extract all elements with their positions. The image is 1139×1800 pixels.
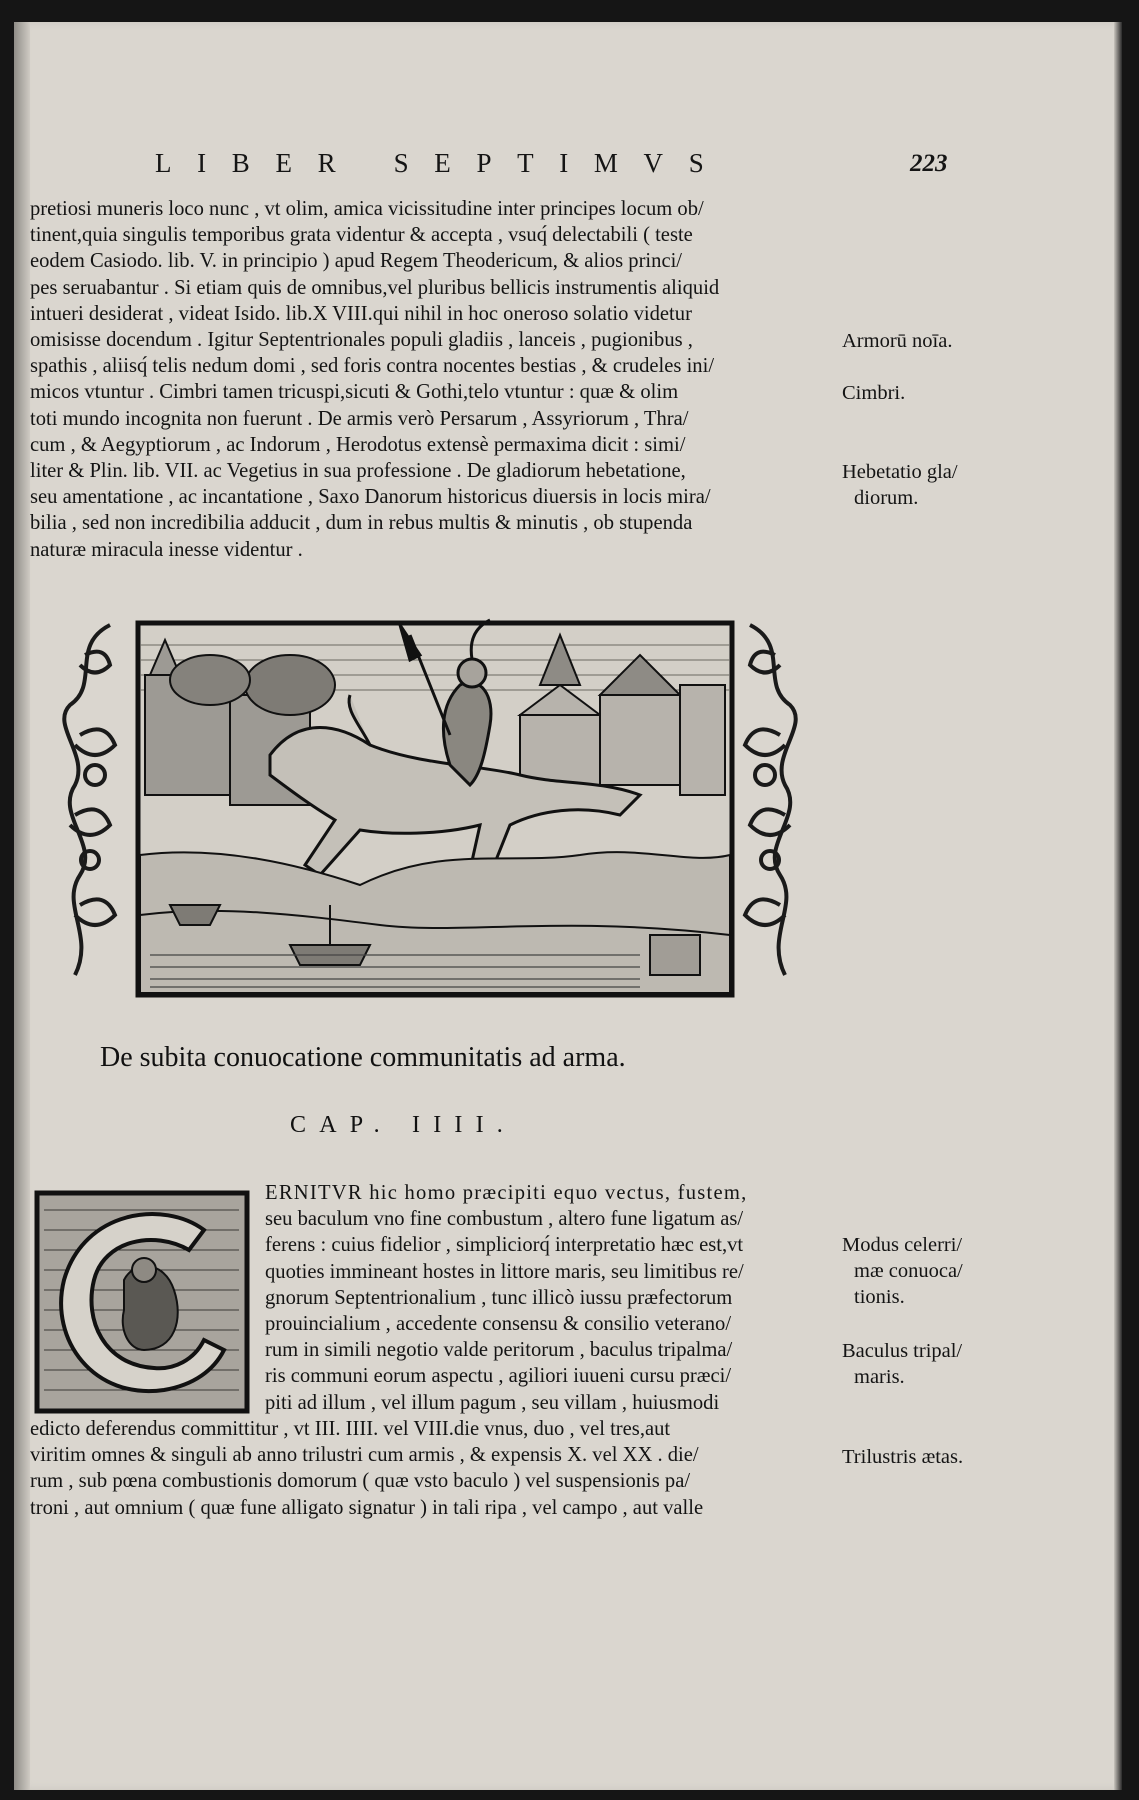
margin-note-modus (842, 1232, 1002, 1310)
text-line: intueri desiderat , videat Isido. lib.X VIII.qui nihil in hoc oneroso solatio videtur (30, 302, 692, 325)
chapter-number: CAP. IIII. (290, 1112, 516, 1138)
margin-note-text: diorum. (854, 487, 919, 509)
text-line: piti ad illum , vel illum pagum , seu villam , huiusmodi (265, 1391, 720, 1414)
left-ornament (64, 625, 115, 975)
text-line: viritim omnes & singuli ab anno trilustri cum armis , & expensis X. vel XX . die/ (30, 1444, 699, 1467)
text-line: pes seruabantur . Si etiam quis de omnibus,vel pluribus bellicis instrumentis aliquid (30, 276, 720, 299)
page-edge (1114, 22, 1122, 1790)
page-gutter (14, 22, 30, 1790)
text-line: seu amentatione , ac incantatione , Saxo Danorum historicus diuersis in locis mira/ (30, 486, 711, 509)
running-title: LIBER SEPTIMVS (155, 148, 730, 178)
chapter-text-beside-initial (265, 1180, 835, 1416)
chapter-heading: De subita conuocatione communitatis ad arma. (100, 1042, 626, 1073)
margin-note-trilustris (842, 1444, 1002, 1470)
margin-note-baculus (842, 1338, 1002, 1390)
margin-note-text: Trilustris ætas. (842, 1446, 964, 1468)
margin-note-text: Modus celerri/ (842, 1234, 963, 1256)
margin-note-hebetatio (842, 459, 1002, 511)
text-line: gnorum Septentrionalium , tunc illicò iussu præfectorum (265, 1286, 733, 1309)
text-line: toti mundo incognita non fuerunt . De armis verò Persarum , Assyriorum , Thra/ (30, 407, 689, 430)
text-line: prouincialium , accedente consensu & consilio veterano/ (265, 1313, 732, 1336)
decorated-initial-c (34, 1190, 250, 1414)
text-line: spathis , aliisq́ telis nedum domi , sed foris contra nocentes bestias , & crudeles ini/ (30, 355, 715, 378)
woodcut-illustration (40, 615, 820, 1005)
page-number: 223 (910, 150, 948, 177)
text-line: pretiosi muneris loco nunc , vt olim, amica vicissitudine inter principes locum ob/ (30, 198, 704, 220)
text-line: naturæ miracula inesse videntur . (30, 538, 303, 561)
text-line: liter & Plin. lib. VII. ac Vegetius in sua professione . De gladiorum hebetatione, (30, 460, 686, 483)
text-line: bilia , sed non incredibilia adducit , dum in rebus multis & minutis , ob stupenda (30, 512, 693, 535)
margin-note-text: tionis. (854, 1286, 905, 1308)
text-line: tinent,quia singulis temporibus grata videntur & accepta , vsuq́ delectabili ( teste (30, 224, 693, 247)
intro-paragraph (30, 196, 840, 563)
text-line: edicto deferendus committitur , vt III. IIII. vel VIII.die vnus, duo , vel tres,aut (30, 1418, 671, 1440)
text-line: seu baculum vno fine combustum , altero fune ligatum as/ (265, 1208, 744, 1231)
text-line: troni , aut omnium ( quæ fune alligato signatur ) in tali ripa , vel campo , aut valle (30, 1496, 704, 1519)
text-line: cum , & Aegyptiorum , ac Indorum , Herodotus extensè permaxima dicit : simi/ (30, 433, 686, 456)
text-line: omisisse docendum . Igitur Septentrionales populi gladiis , lanceis , pugionibus , (30, 329, 693, 352)
text-line: ERNITVR hic homo præcipiti equo vectus, fustem, (265, 1182, 748, 1204)
text-line: rum in simili negotio valde peritorum , baculus tripalma/ (265, 1339, 733, 1362)
text-line: rum , sub pœna combustionis domorum ( quæ vsto baculo ) vel suspensionis pa/ (30, 1470, 691, 1493)
text-line: quoties immineant hostes in littore maris, seu limitibus re/ (265, 1260, 744, 1283)
margin-note-text: Hebetatio gla/ (842, 461, 958, 483)
margin-note-cimbri (842, 380, 1002, 406)
woodcut-svg (40, 615, 820, 1005)
text-line: ferens : cuius fidelior , simpliciorq́ interpretatio hæc est,vt (265, 1234, 744, 1257)
right-ornament (745, 625, 796, 975)
text-line: eodem Casiodo. lib. V. in principio ) apud Regem Theodericum, & alios princi/ (30, 250, 683, 273)
margin-note-armorum (842, 328, 1002, 354)
margin-note-text: Armorū noīa. (842, 330, 953, 352)
text-line: ris communi eorum aspectu , agiliori iuueni cursu præci/ (265, 1365, 732, 1388)
chapter-text-full (30, 1416, 840, 1521)
margin-note-text: Cimbri. (842, 382, 906, 404)
margin-note-text: mæ conuoca/ (854, 1260, 963, 1282)
margin-note-text: Baculus tripal/ (842, 1340, 963, 1362)
woodcut-hills-sea (140, 852, 730, 993)
initial-c-svg (34, 1190, 250, 1414)
text-line: micos vtuntur . Cimbri tamen tricuspi,sicuti & Gothi,telo vtuntur : quæ & olim (30, 381, 679, 404)
margin-note-text: maris. (854, 1366, 905, 1388)
